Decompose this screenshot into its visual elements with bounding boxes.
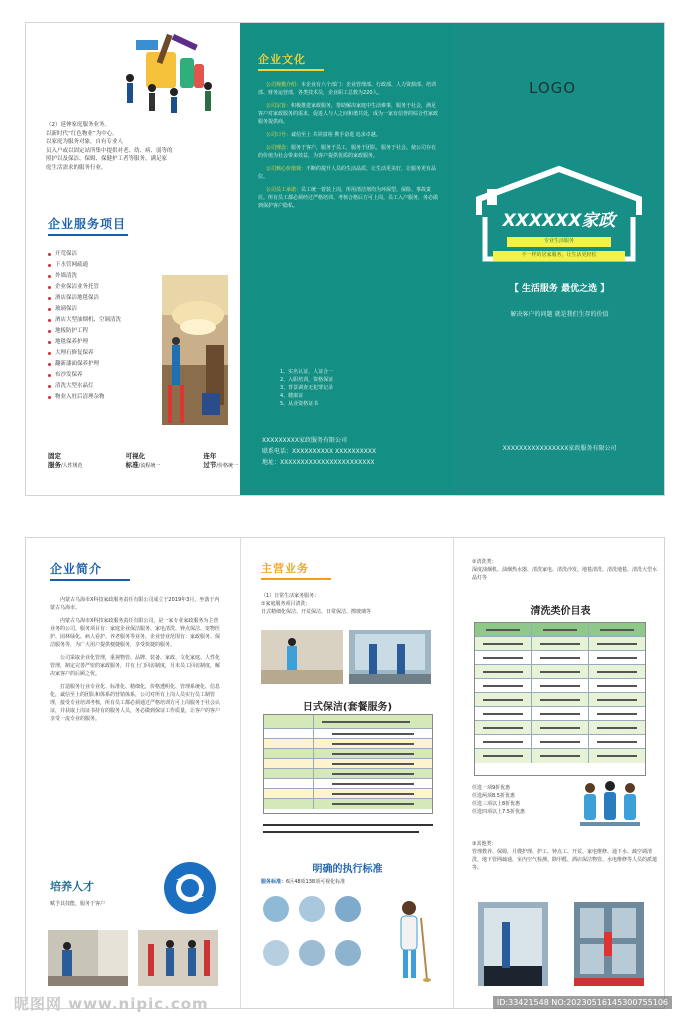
service-item: 企业保洁业务托管 xyxy=(48,282,168,293)
intro-heading xyxy=(50,560,130,581)
top-sheet xyxy=(25,22,665,496)
contact-phone: 联系电话：XXXXXXXXXX XXXXXXXXXX xyxy=(262,448,377,455)
service-item: 物业入驻后清理杂物 xyxy=(48,392,168,403)
bullet-icon xyxy=(48,385,51,388)
services-list xyxy=(48,249,168,403)
bullet-icon xyxy=(48,319,51,322)
bullet-icon xyxy=(48,352,51,355)
standard-photo xyxy=(335,940,361,966)
table-row xyxy=(475,651,645,665)
price-table-title: 清洗类价目表 xyxy=(530,606,591,617)
intro-paragraph: 内蒙古乌海市X科技家政服务责任有限公司，是一家专业家政服务为主营业务的公司，服务项目有：家庭企业保洁服务、家电清洗、钟点保洁、宠物医护、园林绿化、病人看护、养老服务等业务，企业营业范围有：家政服务、保洁服务等，为广大用户提供便捷服务，享受快捷的服务。 xyxy=(50,618,221,648)
standard-photo xyxy=(263,940,289,966)
standard-photo xyxy=(299,896,325,922)
standard-photo xyxy=(335,896,361,922)
package-table-title: 日式保洁(套餐服务) xyxy=(302,702,393,713)
heading-underline xyxy=(48,234,128,236)
intro-paragraph: 公司采取企业化管理，重视物管、品牌、装备、家政、文化家庭、人性化管理，制定完善严密的家政服务，并有上门回访制度，月末员工回访制度，解决家客户的后顾之忧。 xyxy=(50,655,221,677)
business-intro-line: 日式精细化保洁、开荒保洁、日常保洁、擦玻璃等 xyxy=(261,609,372,615)
bottom-sheet xyxy=(25,537,665,1009)
bullet-icon xyxy=(48,308,51,311)
service-item: 地板防护工程 xyxy=(48,326,168,337)
training-photo-1 xyxy=(48,930,128,986)
table-row xyxy=(264,789,432,799)
standard-title: 明确的执行标准 xyxy=(312,864,383,875)
bullet-icon xyxy=(48,253,51,256)
service-item: 翻新漆面保养护理 xyxy=(48,359,168,370)
table-row xyxy=(264,729,432,739)
window-cleaning-photo xyxy=(478,902,548,986)
requirement-item: 3、背景调查无犯罪记录 xyxy=(280,385,334,391)
bullet-icon xyxy=(48,286,51,289)
bullet-icon xyxy=(48,363,51,366)
services-heading xyxy=(48,215,128,236)
panel-services xyxy=(26,23,240,495)
feature-item: 固定 服务/人性规范 xyxy=(48,452,83,469)
culture-title: 企业文化 xyxy=(258,53,306,66)
bullet-icon xyxy=(48,396,51,399)
panel-culture xyxy=(240,23,453,495)
bullet-icon xyxy=(48,330,51,333)
culture-paragraph: 公司理念：服务于客户，服务于员工，服务于团队，服务于社会。使公司存在的价值为社会带来效益，为客户提供优质的家政服务。 xyxy=(258,145,437,159)
panel-prices xyxy=(453,538,665,1008)
brand-tagline: 不一样的居家服务，让生活更轻松 xyxy=(521,252,597,258)
table-row xyxy=(475,665,645,679)
culture-heading xyxy=(258,51,324,71)
service-item: 下水管网疏通 xyxy=(48,260,168,271)
business-intro-line: （1）日常生活家务服务： xyxy=(261,593,320,599)
wash-intro-head: ②清洗类： xyxy=(472,559,497,565)
intro-title: 企业简介 xyxy=(50,562,103,576)
requirement-item: 4、健康证 xyxy=(280,393,304,399)
bullet-icon xyxy=(48,264,51,267)
culture-paragraph: 公司规模介绍：本企业有六个部门：企业管理部、行政部、人力资源部、培训部、财务运营部，各类技术员，企业职工总数为220人。 xyxy=(258,82,437,96)
panel-business xyxy=(240,538,453,1008)
table-row xyxy=(264,749,432,759)
cleaning-photo-1 xyxy=(261,630,343,684)
intro-line: 以新时代“红色物业”为中心。 xyxy=(46,130,118,137)
company-name: XXXXXXXXX家政服务有限公司 xyxy=(262,437,347,444)
discount-item: 任选一项9折优惠 xyxy=(472,785,511,791)
table-header xyxy=(264,715,432,729)
table-row xyxy=(264,799,432,809)
service-item: 布沙发保养 xyxy=(48,370,168,381)
discount-item: 任选两项8.5折优惠 xyxy=(472,793,515,799)
table-row xyxy=(475,707,645,721)
training-photo-2 xyxy=(138,930,218,986)
package-table xyxy=(263,714,433,814)
cover-motto: 解决客户的问题 就是我们生存的价值 xyxy=(510,311,609,318)
culture-paragraph: 公司核心价值观：不断的提升人员的生活品质，让生活更美好，让服务更有品位。 xyxy=(258,166,437,180)
culture-paragraph: 公司宗旨：积极推进家政服务，帮助解决家庭中生活难事，服务于社会，满足客户对家政服务的需求，促进人与人之间和谐共处，成为一家有信誉的综合性家政服务提供商。 xyxy=(258,103,439,125)
services-title: 企业服务项目 xyxy=(48,217,127,231)
requirements-list xyxy=(280,368,333,408)
training-subtitle: 赋予其技能，服务于客户 xyxy=(50,901,106,907)
service-item: 酒店大型油烟机、空调清洗 xyxy=(48,315,168,326)
standard-subtitle: 服务标准：6区48项138项可视化标准 xyxy=(261,879,346,885)
feature-item: 可视化 标准/流程统一 xyxy=(125,452,161,469)
brand-name: XXXXXX家政 xyxy=(502,211,616,231)
watermark-id: ID:33421548 NO:20230516145300755106 xyxy=(493,996,672,1009)
intro-body xyxy=(50,596,220,723)
wash-intro xyxy=(472,558,657,582)
cleaning-team-illustration xyxy=(572,778,650,834)
business-heading xyxy=(261,560,331,580)
intro-paragraph: 内蒙古乌海市X科技家政服务责任有限公司成立于2019年3月，坐落于内蒙古乌海市。 xyxy=(50,597,220,611)
service-item: 玻璃保洁 xyxy=(48,304,168,315)
table-header xyxy=(475,623,645,637)
service-item: 清洗大型水晶灯 xyxy=(48,381,168,392)
heading-underline xyxy=(261,578,331,580)
cleaning-tools-illustration xyxy=(122,28,222,116)
business-intro xyxy=(261,592,446,616)
cleaner-woman-illustration xyxy=(391,898,431,984)
intro-text xyxy=(46,121,231,172)
other-services-text: 管理教养、保姆、月嫂护理、护工、钟点工、开荒、家电维修、通下水、疏空调清洗，地下管网疏通、室内空气检测、除甲醛、酒店保洁物管、水电维修等人员的派遣等。 xyxy=(472,849,658,871)
table-row xyxy=(264,779,432,789)
discount-item: 任选三项以上8折优惠 xyxy=(472,801,521,807)
business-intro-line: ①家庭服务项目清洗： xyxy=(261,601,311,607)
table-row xyxy=(475,749,645,763)
bullet-icon xyxy=(48,275,51,278)
heading-underline xyxy=(50,579,130,581)
table-row xyxy=(264,739,432,749)
requirement-item: 2、入职培训，资格保证 xyxy=(280,377,334,383)
culture-paragraphs xyxy=(258,81,440,215)
intro-line: （2）延伸家庭服务业务。 xyxy=(46,122,111,128)
table-row xyxy=(475,693,645,707)
panel-intro xyxy=(26,538,240,1008)
wash-intro-text: 深度油烟机、油烟热水器、清洗家电、清洗沙发、地毯清洗、清洗地毯、清洗大型水晶灯等 xyxy=(472,567,658,581)
contact-address: 地址：XXXXXXXXXXXXXXXXXXXXXXX xyxy=(262,459,375,466)
service-item: 大理石修复保养 xyxy=(48,348,168,359)
price-table xyxy=(474,622,646,776)
table-row xyxy=(264,759,432,769)
table-row xyxy=(475,679,645,693)
cover-company: XXXXXXXXXXXXXXXX家政服务有限公司 xyxy=(502,445,617,452)
intro-line: 以家庭为服务对象，自有专业人 xyxy=(46,139,124,145)
other-services-head: ③其他类： xyxy=(472,841,497,847)
service-item: 外墙清洗 xyxy=(48,271,168,282)
other-services xyxy=(472,840,657,872)
culture-paragraph: 公司口号：诚信至上 共同富裕 携手奋进 追求卓越。 xyxy=(266,132,381,138)
cleaning-photo-2 xyxy=(349,630,431,684)
requirement-item: 5、从业资格证书 xyxy=(280,401,319,407)
intro-line: 庭生活需求的服务行业。 xyxy=(46,164,107,171)
building-cleaning-photo xyxy=(574,902,644,986)
requirement-item: 1、实名认证，人证合一 xyxy=(280,369,334,375)
bullet-icon xyxy=(48,297,51,300)
logo: LOGO xyxy=(529,79,577,97)
training-title: 培养人才 xyxy=(50,880,94,893)
chandelier-cleaning-photo xyxy=(162,275,228,425)
features-row xyxy=(48,451,238,469)
contact-block xyxy=(262,435,376,468)
brand-subtitle: 专业生活服务 xyxy=(543,238,574,244)
panel-cover xyxy=(453,23,665,495)
service-item: 地毯保养护理 xyxy=(48,337,168,348)
bullet-icon xyxy=(48,341,51,344)
standard-photo xyxy=(299,940,325,966)
watermark-site: 昵图网 www.nipic.com xyxy=(14,995,209,1013)
discount-list xyxy=(472,784,572,816)
intro-line: 照护以及保洁、保姆、保健护工者等服务，满足家 xyxy=(46,156,168,162)
table-notes xyxy=(263,824,433,833)
table-row xyxy=(475,735,645,749)
business-title: 主营业务 xyxy=(261,562,309,575)
cover-slogan: 【 生活服务 最优之选 】 xyxy=(509,284,610,294)
discount-item: 任选四项以上7.5折优惠 xyxy=(472,809,525,815)
bullet-icon xyxy=(48,374,51,377)
service-item: 酒店保洁地毯保洁 xyxy=(48,293,168,304)
table-row xyxy=(475,637,645,651)
service-item: 开荒保洁 xyxy=(48,249,168,260)
intro-line: 员入户或以固定站所集中提供对老、幼、病、弱等的 xyxy=(46,147,173,154)
intro-paragraph: 打造服务行业专业化、标准化、精细化，价格透明化、管理系统化、信息化，诚信至上的团队和体系的营销体系，公司对所有上岗人员实行员工制管理，接受专业培训考核，所有员工都必须通过严格培训方可上岗服务于社会认证，并获取上岗证书持有的服务人员，务必做到保证工作质量，让客户的客户享受一流专业的服务。 xyxy=(50,684,221,722)
culture-paragraph: 公司员工承诺：员工统一着装上岗，所用清洁剂均为环保型、保险、事故责任。所有员工都必须经过严格培训、考核合格后方可上岗。员工入户服务，务必做到保护客户隐私。 xyxy=(258,187,439,209)
table-row xyxy=(475,721,645,735)
training-heading xyxy=(50,878,105,908)
standard-photo xyxy=(263,896,289,922)
table-row xyxy=(264,769,432,779)
feature-item: 连年 过节/价格统一 xyxy=(203,452,238,469)
cycle-diagram-icon xyxy=(162,860,218,916)
